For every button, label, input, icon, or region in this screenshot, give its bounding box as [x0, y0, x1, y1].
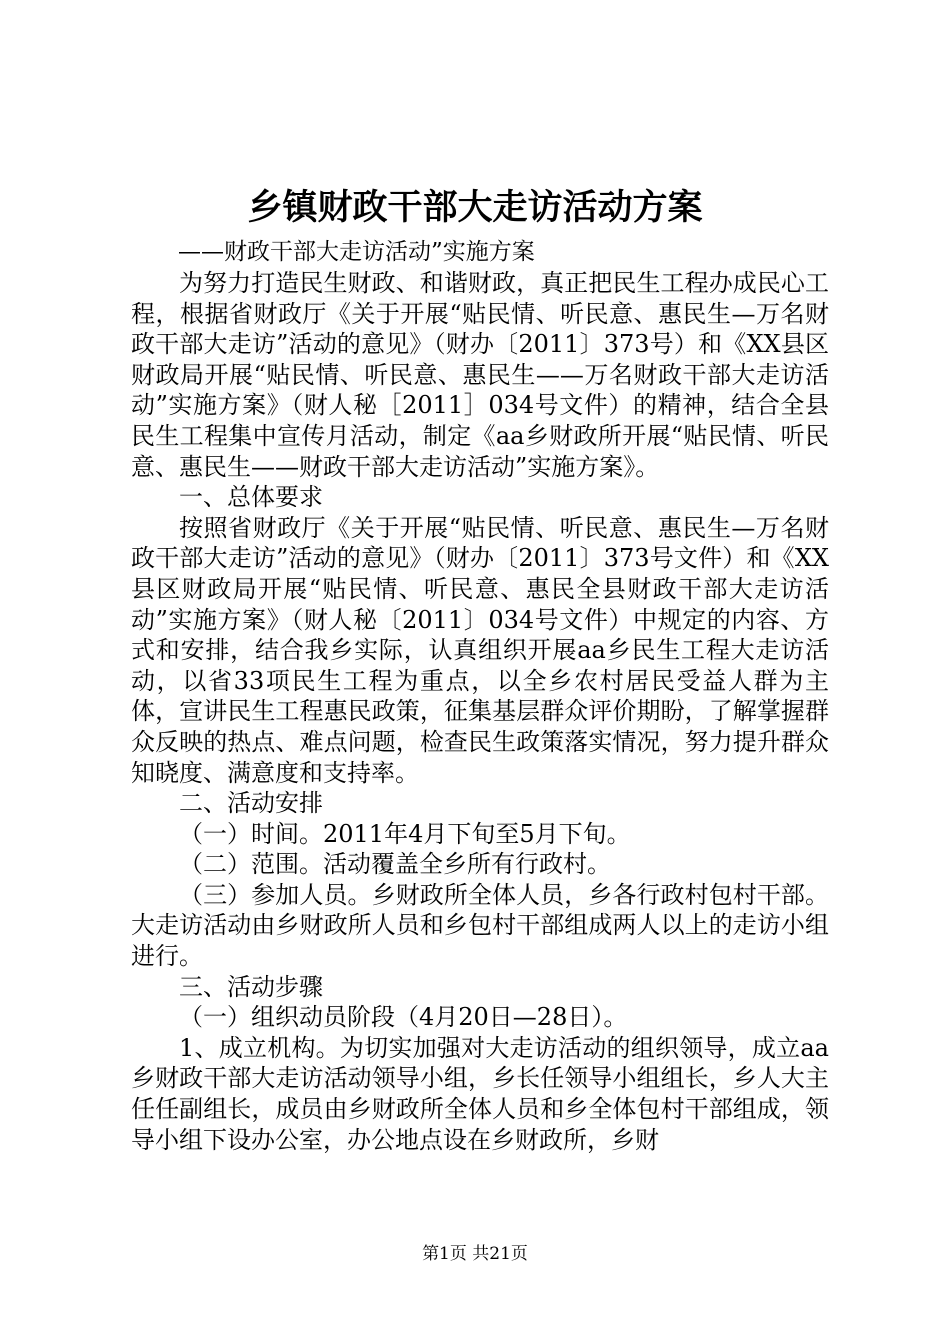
page-footer: 第1页 共21页 [422, 1244, 528, 1264]
paragraph-time: （一）时间。2011年4月下旬至5月下旬。 [179, 819, 631, 848]
paragraph-intro: 为努力打造民生财政、和谐财政，真正把民生工程办成民心工程，根据省财政厅《关于开展“贴民情、听民意、惠民生—万名财政干部大走访”活动的意见》（财办〔2011〕373号）和《XX县区财政局开展“贴民情、听民意、惠民生——万名财政干部大走访活动”实施方案》（财人秘［2011］034号文件）的精神，结合全县民生工程集中宣传月活动，制定《aa乡财政所开展“贴民情、听民意、惠民生——财政干部大走访活动”实施方案》。 [131, 269, 829, 481]
section-heading-1: 一、总体要求 [179, 483, 323, 512]
paragraph-scope: （二）范围。活动覆盖全乡所有行政村。 [179, 850, 611, 879]
paragraph-general-requirements: 按照省财政厅《关于开展“贴民情、听民意、惠民生—万名财政干部大走访”活动的意见》（财办〔2011〕373号文件）和《XX县区财政局开展“贴民情、听民意、惠民全县财政干部大走访活动”实施方案》（财人秘〔2011〕034号文件）中规定的内容、方式和安排，结合我乡实际，认真组织开展aa乡民生工程大走访活动，以省33项民生工程为重点，以全乡农村居民受益人群为主体，宣讲民生工程惠民政策，征集基层群众评价期盼，了解掌握群众反映的热点、难点问题，检查民生政策落实情况，努力提升群众知晓度、满意度和支持率。 [131, 513, 829, 787]
document-subtitle: ——财政干部大走访活动”实施方案 [178, 239, 535, 265]
document-body [131, 268, 829, 1155]
section-heading-2: 二、活动安排 [179, 789, 323, 818]
section-heading-3: 三、活动步骤 [179, 972, 323, 1001]
paragraph-organization: 1、成立机构。为切实加强对大走访活动的组织领导，成立aa乡财政干部大走访活动领导小组，乡长任领导小组组长，乡人大主任任副组长，成员由乡财政所全体人员和乡全体包村干部组成，领导小组下设办公室，办公地点设在乡财政所，乡财 [131, 1033, 829, 1154]
paragraph-participants: （三）参加人员。乡财政所全体人员，乡各行政村包村干部。大走访活动由乡财政所人员和乡包村干部组成两人以上的走访小组进行。 [131, 880, 829, 971]
document-title: 乡镇财政干部大走访活动方案 [247, 187, 703, 228]
paragraph-stage-1: （一）组织动员阶段（4月20日—28日）。 [179, 1003, 628, 1032]
